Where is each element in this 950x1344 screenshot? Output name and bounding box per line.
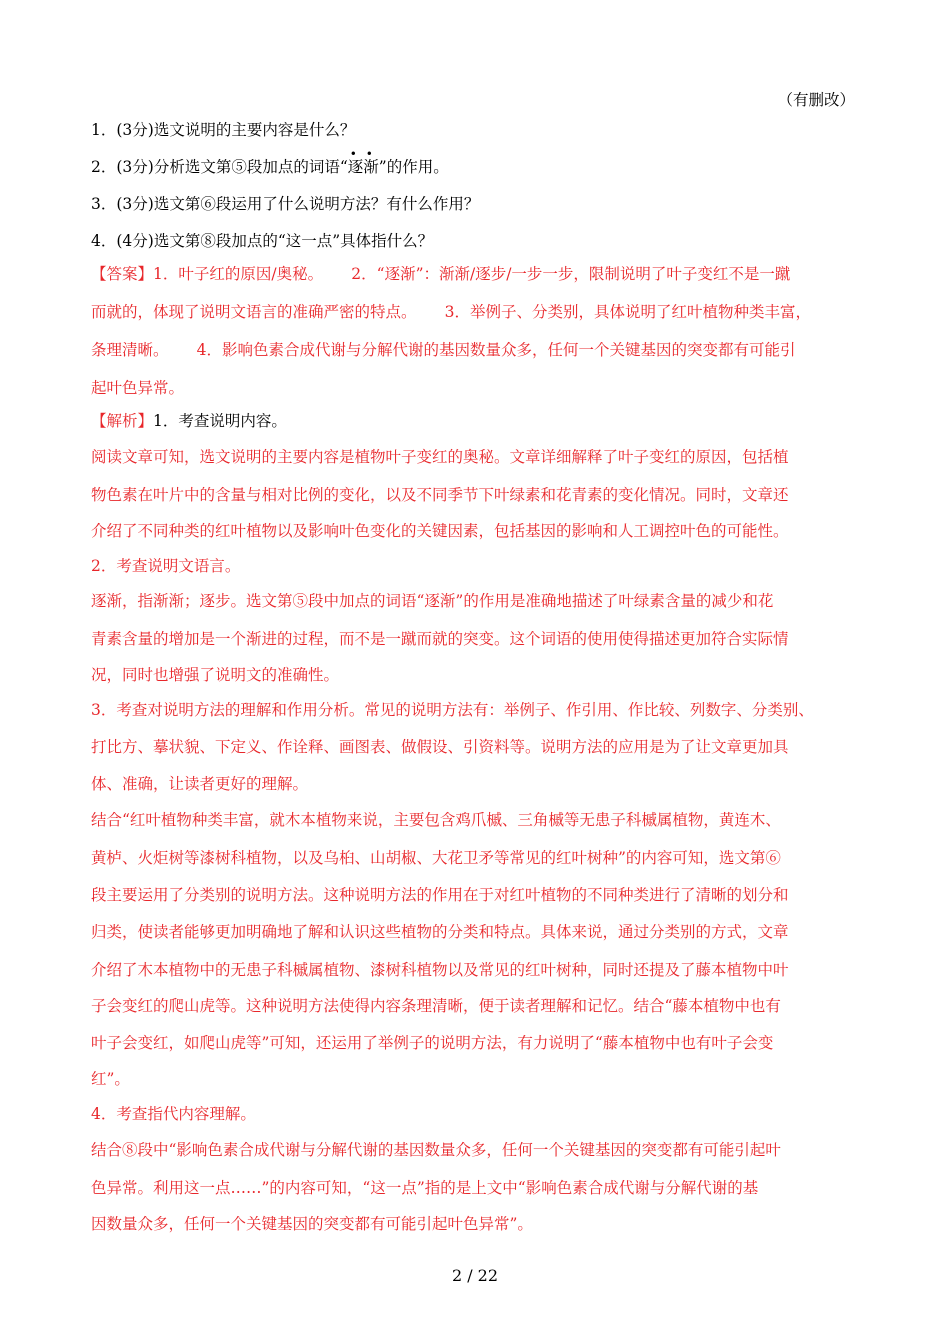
dotted-word-text: 逐渐 bbox=[347, 158, 379, 176]
analysis-line: 段主要运用了分类别的说明方法。这种说明方法的作用在于对红叶植物的不同种类进行了清晰的划分和 bbox=[91, 886, 789, 904]
dotted-word bbox=[347, 147, 379, 177]
question-4: 4．(4分)选文第⑧段加点的“这一点”具体指什么？ bbox=[91, 232, 434, 250]
analysis-line: 结合⑧段中“影响色素合成代谢与分解代谢的基因数量众多，任何一个关键基因的突变都有可能引起叶 bbox=[91, 1141, 781, 1159]
question-2-before: 2．(3分)分析选文第⑤段加点的词语“ bbox=[91, 158, 348, 176]
emphasis-dot: • bbox=[349, 147, 357, 161]
analysis-line: 逐渐，指渐渐；逐步。选文第⑤段中加点的词语“逐渐”的作用是准确地描述了叶绿素含量的减少和花 bbox=[91, 592, 774, 610]
analysis-line: 红”。 bbox=[91, 1070, 130, 1088]
analysis-heading bbox=[91, 411, 287, 431]
analysis-line: 归类，使读者能够更加明确地了解和认识这些植物的分类和特点。具体来说，通过分类别的方式，文章 bbox=[91, 923, 789, 941]
analysis-line: 况，同时也增强了说明文的准确性。 bbox=[91, 666, 340, 684]
analysis-label: 【解析】 bbox=[91, 412, 154, 430]
emphasis-dot: • bbox=[365, 147, 373, 161]
question-2 bbox=[91, 147, 449, 177]
analysis-line: 子会变红的爬山虎等。这种说明方法使得内容条理清晰，便于读者理解和记忆。结合“藤本植物中也有 bbox=[91, 997, 781, 1015]
analysis-line: 介绍了不同种类的红叶植物以及影响叶色变化的关键因素，包括基因的影响和人工调控叶色的可能性。 bbox=[91, 522, 789, 540]
analysis-line: 黄栌、火炬树等漆树科植物，以及乌桕、山胡椒、大花卫矛等常见的红叶树种”的内容可知，选文第⑥ bbox=[91, 849, 781, 867]
question-1: 1．(3分)选文说明的主要内容是什么？ bbox=[91, 121, 356, 139]
analysis-line: 青素含量的增加是一个渐进的过程，而不是一蹴而就的突变。这个词语的使用使得描述更加符合实际情 bbox=[91, 630, 789, 648]
answer-text: 1．叶子红的原因/奥秘。 2．“逐渐”：渐渐/逐步/一步一步，限制说明了叶子变红不是一蹴 bbox=[153, 265, 791, 283]
analysis-line: 因数量众多，任何一个关键基因的突变都有可能引起叶色异常”。 bbox=[91, 1215, 533, 1233]
answer-line-3: 条理清晰。 4．影响色素合成代谢与分解代谢的基因数量众多，任何一个关键基因的突变都有可能引 bbox=[91, 341, 796, 359]
analysis-first: 1．考查说明内容。 bbox=[153, 412, 287, 430]
analysis-heading-2: 2．考查说明文语言。 bbox=[91, 557, 241, 575]
page-number: 2 / 22 bbox=[451, 1266, 499, 1285]
answer-line-1 bbox=[91, 264, 790, 284]
analysis-line: 打比方、摹状貌、下定义、作诠释、画图表、做假设、引资料等。说明方法的应用是为了让文章更加具 bbox=[91, 738, 789, 756]
analysis-line: 结合“红叶植物种类丰富，就木本植物来说，主要包含鸡爪槭、三角槭等无患子科槭属植物，黄连木、 bbox=[91, 811, 781, 829]
analysis-heading-4: 4．考查指代内容理解。 bbox=[91, 1105, 256, 1123]
analysis-heading-3: 3．考查对说明方法的理解和作用分析。常见的说明方法有：举例子、作引用、作比较、列数字、分类别、 bbox=[91, 701, 814, 719]
answer-line-2: 而就的，体现了说明文语言的准确严密的特点。 3．举例子、分类别，具体说明了红叶植物种类丰富， bbox=[91, 303, 812, 321]
analysis-line: 阅读文章可知，选文说明的主要内容是植物叶子变红的奥秘。文章详细解释了叶子变红的原因，包括植 bbox=[91, 448, 789, 466]
analysis-line: 叶子会变红，如爬山虎等”可知，还运用了举例子的说明方法，有力说明了“藤本植物中也有叶子会变 bbox=[91, 1034, 774, 1052]
analysis-line: 介绍了木本植物中的无患子科槭属植物、漆树科植物以及常见的红叶树种，同时还提及了藤本植物中叶 bbox=[91, 961, 789, 979]
analysis-line: 物色素在叶片中的含量与相对比例的变化，以及不同季节下叶绿素和花青素的变化情况。同时，文章还 bbox=[91, 486, 789, 504]
source-note: （有删改） bbox=[777, 91, 855, 109]
answer-line-4: 起叶色异常。 bbox=[91, 379, 185, 397]
analysis-line: 色异常。利用这一点……”的内容可知，“这一点”指的是上文中“影响色素合成代谢与分解代谢的基 bbox=[91, 1179, 759, 1197]
question-2-after: ”的作用。 bbox=[378, 158, 449, 176]
answer-label: 【答案】 bbox=[91, 265, 154, 283]
question-3: 3．(3分)选文第⑥段运用了什么说明方法？有什么作用？ bbox=[91, 195, 480, 213]
analysis-line: 体、准确，让读者更好的理解。 bbox=[91, 775, 309, 793]
